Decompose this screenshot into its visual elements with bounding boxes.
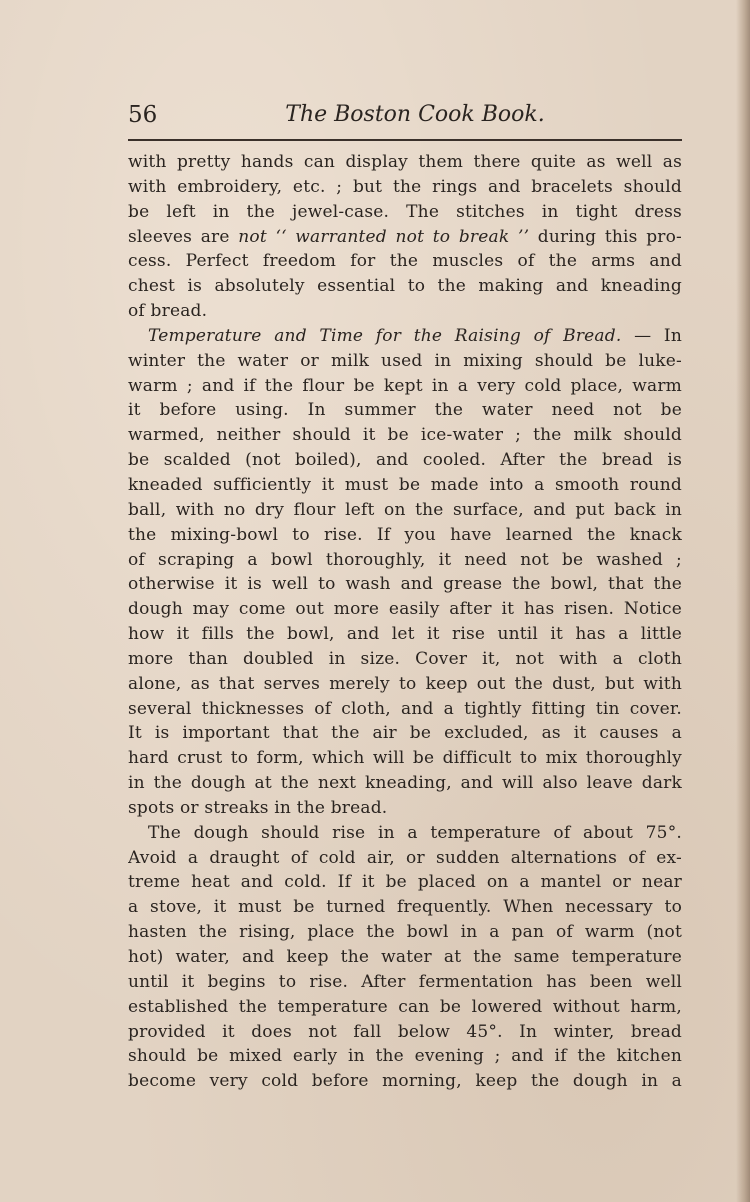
paragraph-1 — [128, 150, 682, 324]
text-line: spots or streaks in the bread. — [128, 797, 388, 818]
page-header — [128, 100, 682, 134]
text-line: cess. Perfect freedom for the muscles of the arms and — [128, 251, 682, 272]
text-line: dough may come out more easily after it has risen. Notice — [128, 599, 682, 620]
text-line: of scraping a bowl thoroughly, it need not be washed ; — [128, 549, 682, 570]
text-run: sleeves are — [128, 226, 239, 247]
text-line: be left in the jewel-case. The stitches in tight dress — [128, 201, 682, 222]
paragraph-2 — [128, 324, 682, 821]
text-line: hasten the rising, place the bowl in a pan of warm (not — [128, 922, 682, 943]
page-number: 56 — [128, 102, 158, 128]
text-run: — In — [621, 325, 682, 346]
text-line: otherwise it is well to wash and grease the bowl, that the — [128, 574, 682, 595]
text-line: with pretty hands can display them there quite as well as — [128, 152, 682, 172]
text-line: chest is absolutely essential to the making and kneading — [128, 276, 682, 297]
text-line: it before using. In summer the water need not be — [128, 400, 682, 421]
text-line: hot) water, and keep the water at the same temperature — [128, 947, 682, 967]
text-line: more than doubled in size. Cover it, not with a cloth — [128, 648, 682, 669]
text-line: It is important that the air be excluded, as it causes a — [128, 723, 682, 744]
text-line: warmed, neither should it be ice-water ; the milk should — [128, 425, 682, 446]
body-text — [128, 150, 682, 1094]
text-line: until it begins to rise. After fermentation has been well — [128, 971, 682, 992]
text-line — [128, 324, 682, 349]
text-line: winter the water or milk used in mixing should be luke- — [128, 350, 682, 371]
text-line: warm ; and if the flour be kept in a very cold place, warm — [128, 375, 682, 396]
paragraph-3 — [128, 821, 682, 1094]
section-heading: Temperature and Time for the Raising of Bread. — [148, 325, 622, 346]
text-line: the mixing-bowl to rise. If you have learned the knack — [128, 524, 682, 545]
text-line: of bread. — [128, 301, 208, 322]
text-line: The dough should rise in a temperature of about 75°. — [148, 822, 682, 843]
text-line: Avoid a draught of cold air, or sudden alternations of ex- — [128, 847, 682, 868]
text-line: established the temperature can be lowered without harm, — [128, 996, 682, 1017]
text-line: kneaded sufficiently it must be made into a smooth round — [128, 474, 682, 495]
text-line — [128, 225, 682, 250]
running-title: The Boston Cook Book. — [285, 102, 545, 127]
text-line: provided it does not fall below 45°. In winter, bread — [128, 1021, 682, 1042]
text-line: become very cold before morning, keep the dough in a — [128, 1071, 682, 1092]
italic-phrase: not ‘‘ warranted not to break ’’ — [238, 226, 530, 247]
text-line: be scalded (not boiled), and cooled. After the bread is — [128, 450, 682, 471]
text-line: should be mixed early in the evening ; and if the kitchen — [128, 1046, 682, 1067]
text-line: several thicknesses of cloth, and a tightly fitting tin cover. — [128, 698, 682, 719]
text-line: with embroidery, etc. ; but the rings and bracelets should — [128, 176, 682, 197]
text-line: how it fills the bowl, and let it rise until it has a little — [128, 624, 682, 645]
text-line: a stove, it must be turned frequently. When necessary to — [128, 897, 682, 918]
text-run: during this pro- — [529, 226, 682, 247]
header-rule — [128, 139, 682, 141]
text-line: in the dough at the next kneading, and will also leave dark — [128, 773, 682, 794]
text-line: alone, as that serves merely to keep out the dust, but with — [128, 673, 682, 694]
page-edge-shading — [736, 0, 750, 1202]
text-line: ball, with no dry flour left on the surface, and put back in — [128, 499, 682, 520]
text-line: hard crust to form, which will be difficult to mix thoroughly — [128, 748, 682, 769]
text-line: treme heat and cold. If it be placed on a mantel or near — [128, 872, 682, 893]
